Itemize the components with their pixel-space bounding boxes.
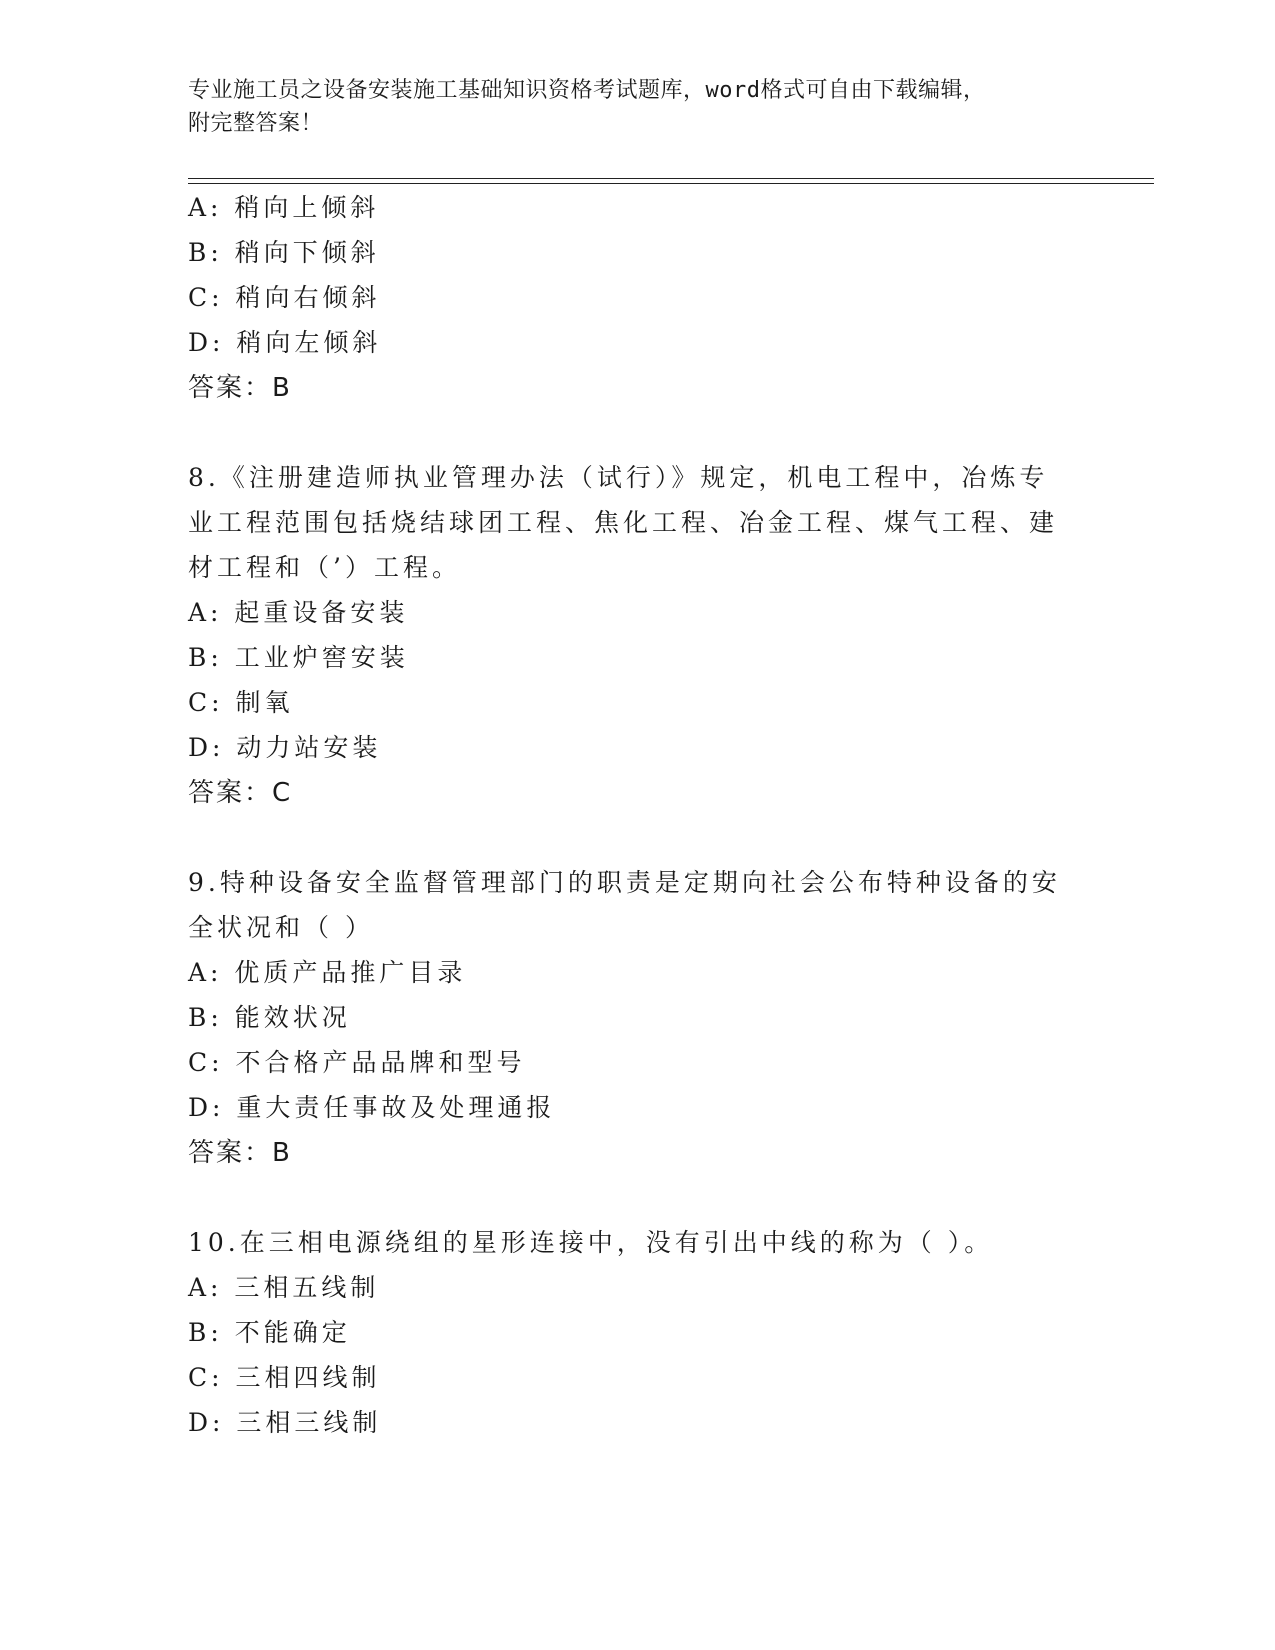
q10-option-c: C: 三相四线制 [188,1363,381,1392]
q7-answer: 答案：B [188,373,292,403]
q10-option-d: D: 三相三线制 [188,1408,382,1437]
q8-question-line-2: 业工程范围包括烧结球团工程、焦化工程、冶金工程、煤气工程、建 [188,508,1059,537]
q10-option-a: A: 三相五线制 [188,1273,380,1302]
q8-option-a: A: 起重设备安装 [188,598,409,627]
q10-question-line-1: 10.在三相电源绕组的星形连接中，没有引出中线的称为（ ）。 [188,1228,994,1257]
q9-question-line-1: 9.特种设备安全监督管理部门的职责是定期向社会公布特种设备的安 [188,868,1061,897]
q7-option-c: C: 稍向右倾斜 [188,283,381,312]
q8-option-b: B: 工业炉窖安装 [188,643,409,672]
q7-option-a: A: 稍向上倾斜 [188,193,380,222]
q10-option-b: B: 不能确定 [188,1318,351,1347]
q8-question-line-1: 8.《注册建造师执业管理办法（试行）》规定，机电工程中，冶炼专 [188,463,1049,492]
q9-option-a: A: 优质产品推广目录 [188,958,467,987]
q7-option-b: B: 稍向下倾斜 [188,238,380,267]
q9-option-d: D: 重大责任事故及处理通报 [188,1093,556,1122]
q7-option-d: D: 稍向左倾斜 [188,328,382,357]
header-divider-bottom [188,183,1154,184]
q9-question-line-2: 全状况和（ ） [188,913,374,942]
header-title-line-1: 专业施工员之设备安装施工基础知识资格考试题库，word格式可自由下载编辑， [188,78,986,103]
q8-option-d: D: 动力站安装 [188,733,382,762]
q9-option-b: B: 能效状况 [188,1003,351,1032]
q8-question-line-3: 材工程和（’）工程。 [188,553,461,582]
q9-answer: 答案：B [188,1138,292,1168]
q8-answer: 答案：C [188,778,293,808]
header-title-line-2: 附完整答案！ [188,111,324,136]
q9-option-c: C: 不合格产品品牌和型号 [188,1048,526,1077]
document-header [188,74,1088,140]
header-divider-top [188,178,1154,179]
q8-option-c: C: 制氧 [188,688,294,717]
